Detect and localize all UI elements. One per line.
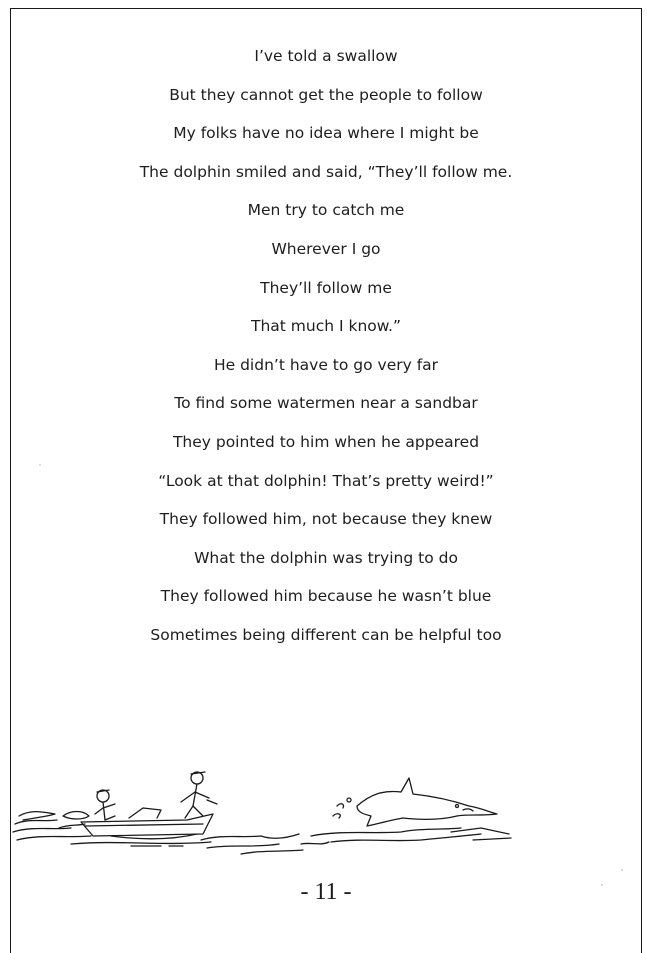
poem-line: The dolphin smiled and said, “They’ll follow me.	[139, 162, 513, 181]
poem-line: I’ve told a swallow	[254, 47, 398, 65]
paper-speck	[621, 869, 623, 871]
poem-line: Wherever I go	[271, 239, 381, 258]
fisherman-pointing-icon	[181, 772, 217, 818]
poem-text	[11, 37, 641, 655]
poem-line: Men try to catch me	[247, 201, 405, 220]
boat-and-dolphin-sketch	[11, 754, 641, 864]
paper-speck	[39, 464, 41, 466]
poem-line: To find some watermen near a sandbar	[174, 394, 478, 413]
boat-icon	[81, 808, 213, 839]
poem-line: They pointed to him when he appeared	[172, 432, 480, 451]
poem-line: They followed him because he wasn’t blue	[160, 587, 492, 606]
poem-line: But they cannot get the people to follow	[169, 85, 483, 104]
poem-line: Sometimes being different can be helpful too	[150, 625, 502, 644]
fisherman-sitting-icon	[95, 790, 115, 820]
poem-line: They’ll follow me	[260, 278, 392, 297]
water-scribble-left-icon	[13, 812, 91, 841]
poem-line: “Look at that dolphin! That’s pretty weird!”	[158, 471, 494, 490]
page-number: - 11 -	[300, 879, 352, 905]
poem-line: He didn’t have to go very far	[213, 355, 439, 374]
dolphin-icon	[357, 778, 497, 826]
book-page	[10, 8, 642, 953]
poem-line: My folks have no idea where I might be	[173, 124, 479, 143]
paper-speck	[601, 884, 603, 886]
splash-icon	[333, 798, 351, 818]
poem-line: What the dolphin was trying to do	[194, 548, 458, 567]
water-wake-icon	[71, 834, 303, 854]
poem-line: They followed him, not because they knew	[159, 510, 493, 529]
water-scribble-right-icon	[301, 828, 511, 844]
poem-line: That much I know.”	[251, 317, 401, 336]
